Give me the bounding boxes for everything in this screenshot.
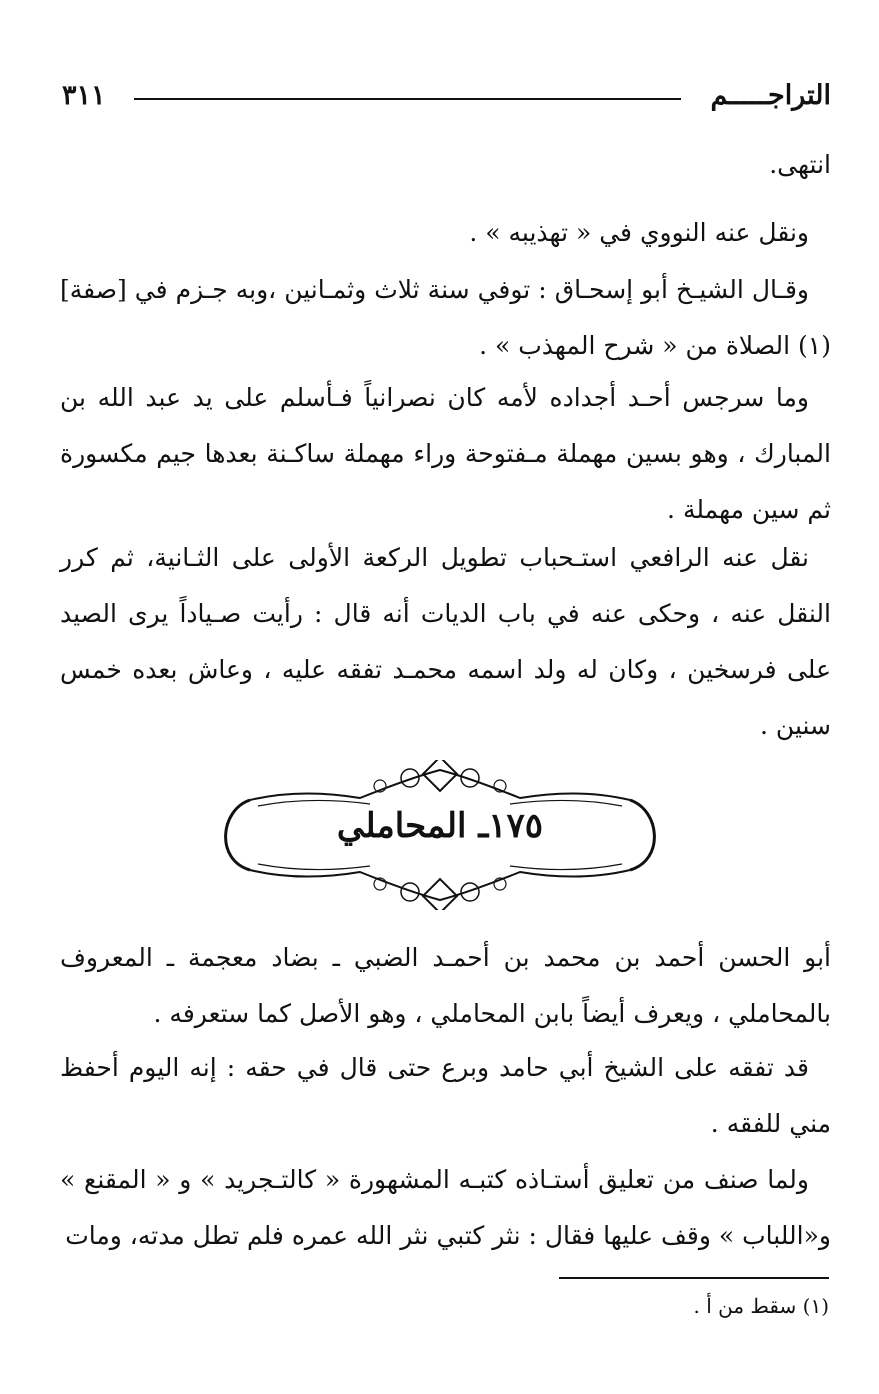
- running-header: [62, 80, 831, 120]
- paragraph-7-text: قد تفقه على الشيخ أبي حامد وبرع حتى قال في حقه : إنه اليوم أحفظ مني للفقه .: [60, 1053, 831, 1138]
- paragraph-8: [60, 1152, 831, 1264]
- paragraph-3-text: وقـال الشيـخ أبو إسحـاق : توفي سنة ثلاث وثمـانين ،وبه جـزم في [صفة](١) الصلاة من « شرح المهذب » .: [60, 275, 831, 360]
- paragraph-6: [60, 930, 831, 1042]
- section-heading: ١٧٥ـ المحاملي: [336, 806, 544, 846]
- paragraph-4: [60, 370, 831, 538]
- paragraph-8-text: ولما صنف من تعليق أستـاذه كتبـه المشهورة « كالتـجريد » و « المقنع » و«اللباب » وقف عليها فقال : نثر كتبي نثر الله عمره فلم تطل مدته، ومات: [60, 1165, 831, 1250]
- paragraph-6-text: أبو الحسن أحمد بن محمد بن أحمـد الضبي ـ بضاد معجمة ـ المعروف بالمحاملي ، ويعرف أيضاً بابن المحاملي ، وهو الأصل كما ستعرفه .: [60, 943, 831, 1028]
- paragraph-3: [60, 262, 831, 374]
- running-title: التراجـــــم: [710, 80, 831, 111]
- footnote-rule: [559, 1277, 829, 1279]
- paragraph-5: [60, 530, 831, 754]
- footnote: (١) سقط من أ .: [693, 1294, 829, 1318]
- paragraph-4-text: وما سرجس أحـد أجداده لأمه كان نصرانياً فـأسلم على يد عبد الله بن المبارك ، وهو بسين مهملة مـفتوحة وراء مهملة ساكـنة بعدها جيم مكسورة ثم سين مهملة .: [60, 383, 831, 524]
- paragraph-2-text: ونقل عنه النووي في « تهذيبه » .: [469, 218, 809, 247]
- paragraph-1: انتهى.: [769, 150, 831, 179]
- page-number: ٣١١: [62, 80, 106, 111]
- header-rule: [134, 98, 681, 100]
- paragraph-5-text: نقل عنه الرافعي استـحباب تطويل الركعة الأولى على الثـانية، ثم كرر النقل عنه ، وحكى عنه في باب الديات أنه قال : رأيت صـياداً يرى الصيد على فرسخين ، وكان له ولد اسمه محمـد تفقه عليه ، وعاش بعده خمس سنين .: [60, 543, 831, 740]
- paragraph-7: [60, 1040, 831, 1152]
- paragraph-2: [60, 205, 831, 261]
